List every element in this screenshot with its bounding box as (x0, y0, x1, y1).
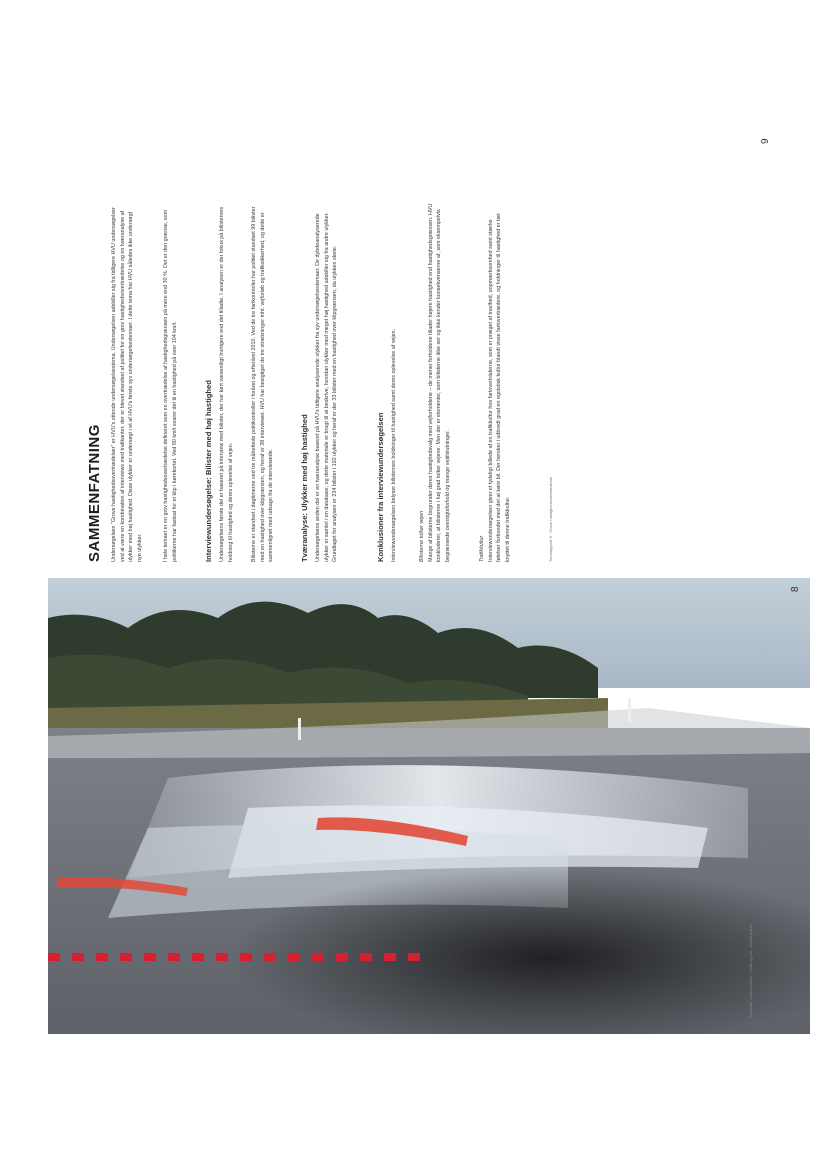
subsection-culture (478, 202, 512, 562)
page-number-right: 9 (760, 138, 771, 144)
footer-text: Temarapport 8 · Grove hastighedsovertrædelser (548, 476, 553, 562)
intro-paragraph: Undersøgelsen "Grove hastighedsovertrædelser" er HVU's ottende undersøgelsestema. Undersøgelsen adskiller sig fra tidligere HVU undersøgelser ved at være en kombination af interviews med trafikanter, der er blevet standset af politiet for en grov hastighedsovertrædelse og en tværanalyse af ulykker med høj hastighed. Disse ulykker er undersøgt i et af HVU's første syv undersøgelsestemaer. I dette tema har HVU således ikke undersøgt nye ulykker. (111, 207, 143, 562)
subsection-text-road: Mange af bilisterne begrunder deres hastighedsvalg med vejforholdene – de mener forholdene tillader højere hastighed end hastighedsgrænsen. HVU konkluderer, at bilisterne i høj grad tolker vejene. Men der er elementer, som bilisterne ikke ser og ikke kender konsekvenserne af, som eksempelvis begrænsede oversigtsforhold og mange vejtilslutninger. (427, 203, 451, 562)
road-photo (48, 578, 810, 1034)
motion-blur-road-image (48, 578, 810, 1034)
section-heading-conclusions: Konklusioner fra interviewundersøgelsen (376, 412, 385, 562)
page-number-left: 8 (790, 586, 801, 592)
page-title: SAMMENFATNING (86, 424, 103, 562)
definition-paragraph: I hele temaet er en grov hastighedsovertrædelse defineret som en overtrædelse af hastighedsgrænsen på mere end 30 %. Det er den grænse, som politikerne har fastsat for et klip i kørekortet. Ved 80 km/t svarer det til en hastighed på over 104 km/t. (163, 209, 178, 562)
photo-caption: Fotokilde: Lorem ipsum - Trafik og Vej - Lorem ipsum (748, 924, 753, 1018)
conclusions-paragraph: Interviewundersøgelsen belyser bilisternes holdninger til hastighed samt deres oplevelse af vejen. (391, 328, 397, 562)
subsection-title-culture: Trafikkultur (479, 535, 485, 562)
crossanalysis-paragraph: Undersøgelsens anden del er en tværanalyse baseret på HVU's tidligere analyserede ulykker fra syv undersøgelsestemaer. De dybdeanalyserede ulykker er samlet i en database, og dette materiale er brugt til at beskrive, hvordan ulykker med meget høj hastighed adskiller sig fra andre ulykker. Grundlaget for analysen er 234 bilister i 192 ulykker og heraf er der 33 bilister med en hastighed over klipgrænsen, da ulykken skete. (315, 212, 339, 562)
subsection-road (418, 202, 452, 562)
section-heading-interview: Interviewundersøgelse: Bilister med høj hastighed (204, 380, 213, 562)
text-page (80, 0, 780, 574)
interview-paragraph-2: Bilisterne er standset i dagtimerne ved tre målrettede politikontroller i foråret og efteråret 2010. Ved de tre fartkontroller har politiet standset 99 bilister med en hastighed over klipgrænsen, og heraf er 38 interviewet. HVU har besigtiget de tre strækninger mht. vejforløb og trafiksikkerhed, og dette er sammenlignet med udsagn fra de interviewede. (251, 206, 275, 562)
subsection-text-culture: Interviewundersøgelsen giver et tydeligt billede af en trafikkultur hos fartoverträderne, som er præget af travlhed, uopmærksomhed samt stærke følelser forbundet med det at køre bil. Der hersker i udbredt grad en egoistisk kultur blandt visse fartovertrædere, og holdninger til hastighed er tæt knyttet til denne trafikkultur. (487, 213, 511, 562)
section-heading-crossanalysis: Tværanalyse: Ulykker med høj hastighed (300, 414, 309, 562)
interview-paragraph-1: Undersøgelsens første del er baseret på interview med bilister, der har kørt væsentligt hurtigere end det tilladte. I analysen er der fokus på bilisternes holdning til hastighed og deres oplevelse af vejen. (219, 206, 234, 562)
subsection-title-road: Bilisterne tolker vejen (419, 510, 425, 562)
